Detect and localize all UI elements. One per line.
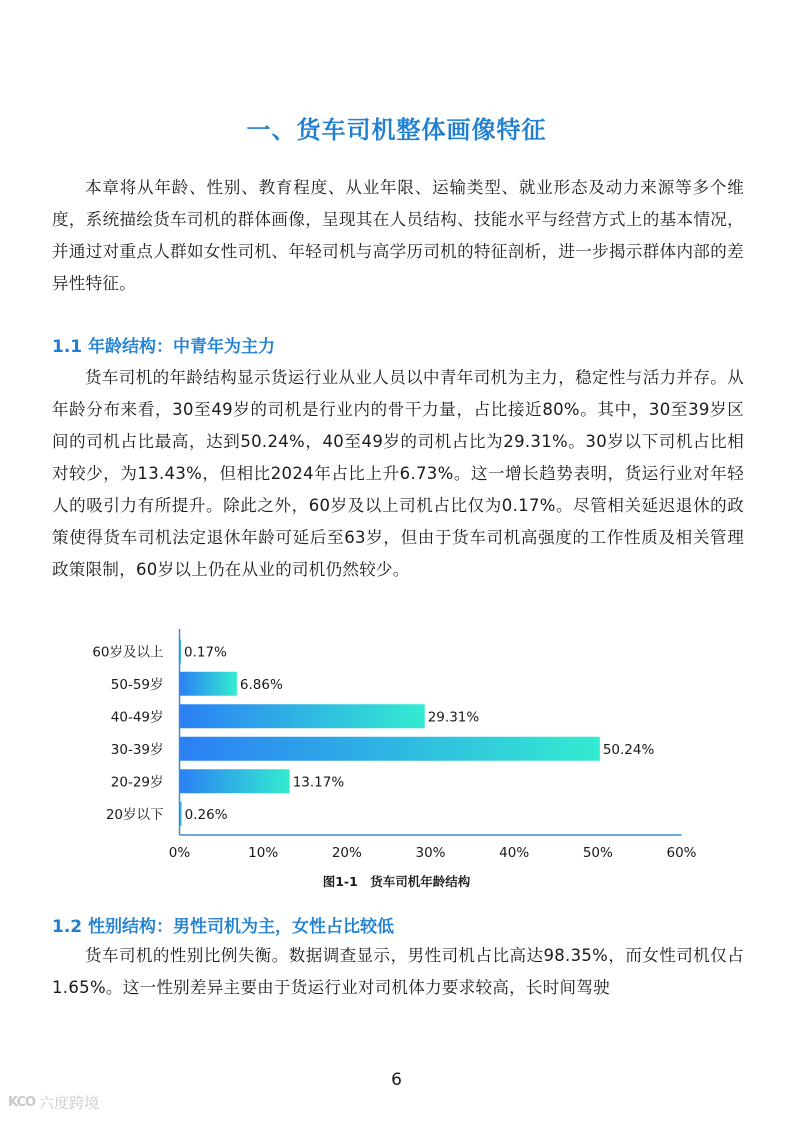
x-tick-label: 0% <box>168 845 191 861</box>
x-tick-label: 30% <box>415 845 446 861</box>
value-label: 0.17% <box>184 644 227 661</box>
chapter-title: 一、货车司机整体画像特征 <box>246 116 547 144</box>
watermark-logo: KCO <box>8 1095 36 1110</box>
section-1-2-heading: 1.2 性别结构：男性司机为主，女性占比较低 <box>52 917 395 937</box>
x-tick-label: 20% <box>331 845 362 861</box>
category-label: 40-49岁 <box>110 709 164 726</box>
section-1-1-paragraph: 货车司机的年龄结构显示货运行业从业人员以中青年司机为主力，稳定性与活力并存。从年龄分布来看，30至49岁的司机是行业内的骨干力量，占比接近80%。其中，30至39岁区间的司机占比最高，达到50.24%，40至49岁的司机占比为29.31%。30岁以下司机占比相对较少，为13.43%，但相比2024年占比上升6.73%。这一增长趋势表明，货运行业对年轻人的吸引力有所提升。除此之外，60岁及以上司机占比仅为0.17%。尽管相关延迟退休的政策使得货车司机法定退休年龄可延后至63岁，但由于货车司机高强度的工作性质及相关管理政策限制，60岁以上仍在从业的司机仍然较少。 <box>52 368 744 579</box>
value-label: 0.26% <box>184 806 228 823</box>
value-label: 13.17% <box>292 774 345 791</box>
category-label: 30-39岁 <box>110 741 164 758</box>
watermark-text: 六度跨境 <box>39 1094 100 1112</box>
category-label: 20-29岁 <box>110 774 164 791</box>
bar-4 <box>180 769 290 793</box>
bar-1 <box>180 672 237 696</box>
chart-value-labels <box>184 644 654 823</box>
category-label: 50-59岁 <box>110 676 164 693</box>
bar-2 <box>180 704 425 728</box>
x-tick-label: 50% <box>582 845 613 861</box>
chart-x-tick-labels <box>169 845 697 861</box>
category-label: 20岁以下 <box>105 806 164 823</box>
chart-category-labels <box>92 643 163 823</box>
intro-paragraph: 本章将从年龄、性别、教育程度、从业年限、运输类型、就业形态及动力来源等多个维度，系统描绘货车司机的群体画像，呈现其在人员结构、技能水平与经营方式上的基本情况，并通过对重点人群如女性司机、年轻司机与高学历司机的特征剖析，进一步揭示群体内部的差异性特征。 <box>52 178 744 293</box>
x-tick-label: 40% <box>499 845 530 861</box>
section-1-2-paragraph: 货车司机的性别比例失衡。数据调查显示，男性司机占比高达98.35%，而女性司机仅占1.65%。这一性别差异主要由于货运行业对司机体力要求较高，长时间驾驶 <box>52 946 744 997</box>
value-label: 6.86% <box>239 676 283 693</box>
watermark <box>8 1092 99 1113</box>
value-label: 50.24% <box>602 741 655 758</box>
x-tick-label: 10% <box>248 845 279 861</box>
age-structure-chart <box>60 625 710 865</box>
section-1-1-heading: 1.1 年龄结构：中青年为主力 <box>52 337 276 357</box>
category-label: 60岁及以上 <box>92 644 164 661</box>
x-tick-label: 60% <box>666 845 697 861</box>
page-number: 6 <box>391 1070 402 1090</box>
bar-3 <box>180 737 600 761</box>
figure-caption: 图1-1 货车司机年龄结构 <box>322 874 471 889</box>
value-label: 29.31% <box>427 709 480 726</box>
chart-bars <box>180 639 600 826</box>
